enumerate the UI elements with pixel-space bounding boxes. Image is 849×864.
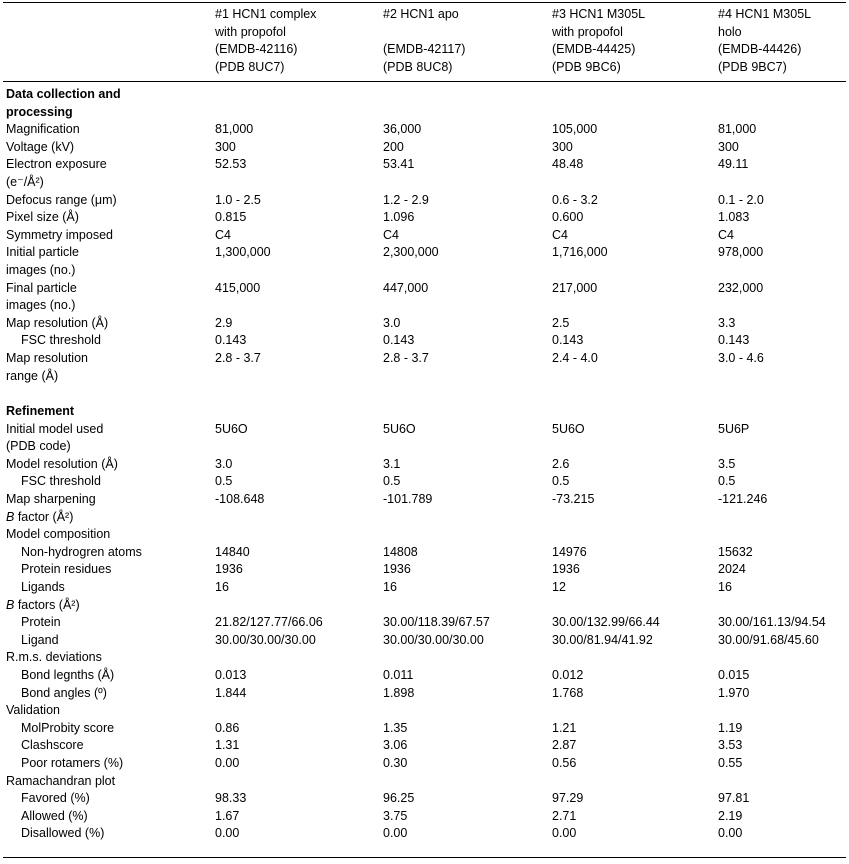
cell-col-4: 0.5	[718, 474, 736, 489]
table-bottom-rule	[3, 857, 846, 858]
header-line	[0, 41, 849, 59]
cell-col-4	[718, 526, 849, 544]
cell-col-1: C4	[215, 227, 231, 242]
cell-col-2: 0.5	[383, 474, 401, 489]
row-label-line: Allowed (%)	[21, 808, 88, 823]
cell-col-4: 0.015	[718, 668, 750, 682]
row-label-line: FSC threshold	[21, 474, 101, 489]
row-label-line: Magnification	[6, 122, 80, 137]
cell-col-1: -108.648	[215, 492, 265, 507]
header-corner	[0, 24, 215, 42]
header-line	[0, 59, 849, 77]
row-label	[0, 244, 215, 279]
cell-col-3: 5U6O	[552, 421, 585, 436]
cell-col-1	[215, 526, 383, 544]
row-label	[0, 614, 215, 632]
cell-col-1: 0.5	[215, 474, 233, 489]
cell-col-2: 3.1	[383, 456, 401, 471]
cell-col-1: 1.844	[215, 685, 247, 700]
table-top-rule	[3, 2, 846, 3]
row-label-line: Model resolution (Å)	[6, 456, 118, 471]
table-row	[0, 773, 849, 791]
table-row	[0, 315, 849, 333]
row-label	[0, 685, 215, 703]
cell-col-4: 1.19	[718, 720, 743, 735]
row-label-line: Bond angles (º)	[21, 685, 107, 700]
cell-col-1: 16	[215, 580, 229, 595]
cell-col-1	[215, 597, 383, 615]
cell-col-3: 105,000	[552, 122, 598, 137]
cell-col-1: 21.82/127.77/66.06	[215, 615, 323, 630]
cell-col-3: 1.21	[552, 720, 577, 735]
table-row	[0, 790, 849, 808]
cell-col-1: 1.31	[215, 738, 240, 753]
row-label-line: Clashscore	[21, 738, 84, 753]
cell-col-2: 1936	[383, 562, 411, 577]
column-header-2: (PDB 8UC8)	[383, 59, 453, 74]
cell-col-1	[215, 702, 383, 720]
row-label	[0, 456, 215, 474]
cell-col-3: 0.56	[552, 755, 577, 770]
column-header-3: (EMDB-44425)	[552, 42, 636, 57]
row-label-line: Data collection and	[6, 87, 121, 101]
cell-col-2: 0.143	[383, 333, 415, 348]
table-row	[0, 649, 849, 667]
cell-col-2: 30.00/30.00/30.00	[383, 632, 484, 647]
table-row	[0, 808, 849, 826]
table-row	[0, 825, 849, 843]
cell-col-4: 1.970	[718, 685, 750, 700]
cell-col-3: 300	[552, 139, 573, 154]
table-row	[0, 667, 849, 685]
row-label	[0, 773, 215, 791]
row-label	[0, 720, 215, 738]
cell-col-1: 300	[215, 139, 236, 154]
cell-col-1	[215, 649, 383, 667]
row-label	[0, 473, 215, 491]
column-header-4: #4 HCN1 M305L	[718, 7, 812, 21]
row-label-line: Voltage (kV)	[6, 139, 75, 154]
row-label-line: Bond legnths (Å)	[21, 668, 115, 682]
row-label	[0, 702, 215, 720]
row-label	[0, 825, 215, 843]
cell-col-3	[552, 597, 718, 615]
table-row	[0, 209, 849, 227]
row-label	[0, 544, 215, 562]
cell-col-2	[383, 702, 552, 720]
header-bottom-rule	[3, 81, 846, 82]
row-label-line: Initial particle	[6, 245, 79, 260]
cell-col-3: 2.71	[552, 808, 577, 823]
column-header-1: #1 HCN1 complex	[215, 7, 317, 21]
cell-col-2: 1.096	[383, 210, 415, 225]
table-row	[0, 156, 849, 191]
row-label	[0, 403, 849, 421]
table-row	[0, 526, 849, 544]
table-row	[0, 421, 849, 456]
row-label	[0, 597, 215, 615]
row-label	[0, 649, 215, 667]
cell-col-4	[718, 773, 849, 791]
cell-col-2: 1.2 - 2.9	[383, 192, 429, 207]
table-row	[0, 685, 849, 703]
cell-col-3: 0.012	[552, 668, 584, 682]
cell-col-3: 217,000	[552, 280, 598, 295]
cell-col-2	[383, 649, 552, 667]
cell-col-2: 0.30	[383, 755, 408, 770]
column-header-2: (EMDB-42117)	[383, 42, 466, 57]
column-header-1: (PDB 8UC7)	[215, 59, 285, 74]
cell-col-2: 36,000	[383, 122, 422, 137]
cell-col-2: 0.00	[383, 826, 408, 841]
cell-col-2: 200	[383, 139, 404, 154]
row-label	[0, 86, 849, 121]
cell-col-3: 2.87	[552, 738, 577, 753]
column-header-3: (PDB 9BC6)	[552, 59, 621, 74]
row-label-line: Non-hydrogren atoms	[21, 544, 142, 559]
row-label	[0, 579, 215, 597]
column-header-3: #3 HCN1 M305L	[552, 7, 646, 21]
row-label	[0, 156, 215, 191]
row-label	[0, 632, 215, 650]
cell-col-1: 5U6O	[215, 421, 248, 436]
cell-col-2: 447,000	[383, 280, 429, 295]
row-label-line: Protein	[21, 615, 61, 630]
cell-col-4: 97.81	[718, 791, 750, 806]
cell-col-3: 0.143	[552, 333, 584, 348]
cell-col-2: 3.06	[383, 738, 408, 753]
row-label-line: processing	[6, 104, 73, 119]
cell-col-4: 15632	[718, 544, 753, 559]
row-label-line: images (no.)	[6, 262, 76, 277]
row-label	[0, 280, 215, 315]
row-label-line: B factor (Å²)	[6, 509, 74, 524]
cell-col-2: 14808	[383, 544, 418, 559]
cell-col-4: 300	[718, 139, 739, 154]
cell-col-1: 0.00	[215, 755, 240, 770]
cell-col-4: 3.5	[718, 456, 736, 471]
column-header-4: (EMDB-44426)	[718, 42, 802, 57]
table-row	[0, 632, 849, 650]
row-label-line: Symmetry imposed	[6, 227, 113, 242]
table-row	[0, 544, 849, 562]
table-row	[0, 350, 849, 385]
cell-col-1: 3.0	[215, 456, 233, 471]
cell-col-1: 1936	[215, 562, 243, 577]
header-line	[0, 24, 849, 42]
cell-col-2: 3.0	[383, 315, 401, 330]
row-label	[0, 421, 215, 456]
cell-col-4: 0.00	[718, 826, 743, 841]
cell-col-4: 0.55	[718, 755, 743, 770]
table-row	[0, 737, 849, 755]
column-header-1: (EMDB-42116)	[215, 42, 298, 57]
table-row	[0, 491, 849, 526]
cell-col-4: 30.00/91.68/45.60	[718, 632, 819, 647]
row-label-line: MolProbity score	[21, 720, 115, 735]
table-row	[0, 280, 849, 315]
section-heading-row	[0, 86, 849, 121]
row-label	[0, 808, 215, 826]
row-label	[0, 227, 215, 245]
cell-col-3: 0.5	[552, 474, 570, 489]
cell-col-3: 0.6 - 3.2	[552, 192, 598, 207]
cell-col-2: 1.898	[383, 685, 415, 700]
cell-col-4: 3.0 - 4.6	[718, 350, 764, 365]
cell-col-1: 1,300,000	[215, 245, 271, 260]
cell-col-1: 2.8 - 3.7	[215, 350, 261, 365]
table-row	[0, 561, 849, 579]
header-corner	[0, 59, 215, 77]
row-label	[0, 209, 215, 227]
section-heading-row	[0, 403, 849, 421]
row-label-line: (e⁻/Å²)	[6, 174, 44, 189]
row-label	[0, 192, 215, 210]
row-label-line: (PDB code)	[6, 439, 71, 454]
cell-col-1: 1.67	[215, 808, 240, 823]
cell-col-1: 0.815	[215, 210, 247, 225]
cell-col-2: 2,300,000	[383, 245, 439, 260]
cell-col-1: 30.00/30.00/30.00	[215, 632, 316, 647]
cell-col-3: 14976	[552, 544, 587, 559]
cell-col-3	[552, 526, 718, 544]
cell-col-1: 81,000	[215, 122, 254, 137]
cell-col-4: 978,000	[718, 245, 764, 260]
spacer-cell	[0, 385, 849, 403]
row-label-line: Map resolution	[6, 350, 88, 365]
cell-col-4: 16	[718, 580, 732, 595]
section-spacer	[0, 385, 849, 403]
row-label	[0, 667, 215, 685]
row-label	[0, 790, 215, 808]
cell-col-4	[718, 702, 849, 720]
cell-col-2: C4	[383, 227, 399, 242]
cell-col-3	[552, 702, 718, 720]
column-header-3: with propofol	[552, 24, 623, 39]
cell-col-4: 81,000	[718, 122, 757, 137]
cell-col-1: 52.53	[215, 157, 247, 172]
cell-col-2: 0.011	[383, 668, 414, 682]
table-row	[0, 139, 849, 157]
table-row	[0, 121, 849, 139]
data-table	[0, 86, 849, 843]
table-row	[0, 579, 849, 597]
row-label-line: Protein residues	[21, 562, 112, 577]
table-row	[0, 456, 849, 474]
row-label-line: Initial model used	[6, 421, 104, 436]
cell-col-4: 3.3	[718, 315, 736, 330]
cell-col-4: 232,000	[718, 280, 764, 295]
cell-col-3	[552, 773, 718, 791]
header-line	[0, 6, 849, 24]
row-label	[0, 491, 215, 526]
cell-col-1: 14840	[215, 544, 250, 559]
cell-col-4: C4	[718, 227, 734, 242]
row-label	[0, 139, 215, 157]
cell-col-3: 1,716,000	[552, 245, 608, 260]
row-label	[0, 737, 215, 755]
table-row	[0, 473, 849, 491]
cell-col-4: 2024	[718, 562, 746, 577]
row-label-line: Favored (%)	[21, 791, 90, 806]
cell-col-2	[383, 597, 552, 615]
cell-col-1: 98.33	[215, 791, 247, 806]
table-row	[0, 720, 849, 738]
cell-col-3: 30.00/81.94/41.92	[552, 632, 653, 647]
column-header-4: holo	[718, 24, 742, 39]
row-label-line: Validation	[6, 703, 60, 718]
row-label-line: Map resolution (Å)	[6, 315, 109, 330]
cell-col-2	[383, 773, 552, 791]
row-label-line: Model composition	[6, 527, 111, 542]
row-label-line: Defocus range (μm)	[6, 192, 117, 207]
cell-col-1: 0.013	[215, 668, 247, 682]
row-label	[0, 526, 215, 544]
cell-col-3: 0.600	[552, 210, 584, 225]
cell-col-3	[552, 649, 718, 667]
cell-col-4	[718, 649, 849, 667]
row-label-line: Pixel size (Å)	[6, 210, 79, 225]
table-row	[0, 755, 849, 773]
cell-col-4: -121.246	[718, 492, 768, 507]
column-header-2: #2 HCN1 apo	[383, 7, 459, 21]
column-header-4: (PDB 9BC7)	[718, 59, 787, 74]
table-row	[0, 614, 849, 632]
cell-col-2: 1.35	[383, 720, 408, 735]
row-label	[0, 350, 215, 385]
row-label-line: Refinement	[6, 404, 75, 419]
cell-col-4: 0.1 - 2.0	[718, 192, 764, 207]
cell-col-3: 2.5	[552, 315, 570, 330]
cell-col-4: 1.083	[718, 210, 750, 225]
cell-col-3: 97.29	[552, 791, 584, 806]
cell-col-1: 2.9	[215, 315, 233, 330]
header-corner	[0, 41, 215, 59]
table-row	[0, 227, 849, 245]
cell-col-2: 96.25	[383, 791, 415, 806]
cell-col-2: 2.8 - 3.7	[383, 350, 429, 365]
row-label	[0, 332, 215, 350]
cell-col-3: 48.48	[552, 157, 584, 172]
cell-col-2: 16	[383, 580, 397, 595]
row-label-line: Disallowed (%)	[21, 826, 105, 841]
row-label-line: Ligand	[21, 632, 59, 647]
row-label-line: B factors (Å²)	[6, 597, 80, 612]
table-row	[0, 244, 849, 279]
cell-col-1: 0.143	[215, 333, 247, 348]
row-label-line: images (no.)	[6, 298, 76, 313]
cell-col-2: 5U6O	[383, 421, 416, 436]
row-label-line: R.m.s. deviations	[6, 650, 102, 665]
row-label-line: FSC threshold	[21, 333, 101, 348]
table-row	[0, 702, 849, 720]
cell-col-2: 3.75	[383, 808, 408, 823]
column-header-2	[383, 24, 552, 42]
row-label	[0, 315, 215, 333]
cell-col-3: 2.4 - 4.0	[552, 350, 598, 365]
cell-col-3: -73.215	[552, 492, 595, 507]
cell-col-4	[718, 597, 849, 615]
cell-col-1: 415,000	[215, 280, 261, 295]
row-label	[0, 121, 215, 139]
row-label-line: range (Å)	[6, 368, 59, 383]
cell-col-3: 1936	[552, 562, 580, 577]
cell-col-2: -101.789	[383, 492, 433, 507]
table-row	[0, 332, 849, 350]
cell-col-1: 0.86	[215, 720, 240, 735]
cell-col-3: 2.6	[552, 456, 570, 471]
table-row	[0, 597, 849, 615]
cell-col-4: 49.11	[718, 157, 749, 172]
cell-col-3: C4	[552, 227, 568, 242]
row-label-line: Ramachandran plot	[6, 773, 116, 788]
cell-col-1: 0.00	[215, 826, 240, 841]
row-label-line: Electron exposure	[6, 157, 107, 172]
cell-col-3: 0.00	[552, 826, 577, 841]
cell-col-1: 1.0 - 2.5	[215, 192, 261, 207]
table-row	[0, 192, 849, 210]
cell-col-2	[383, 526, 552, 544]
row-label-line: Poor rotamers (%)	[21, 755, 124, 770]
row-label-line: Ligands	[21, 580, 65, 595]
cell-col-1	[215, 773, 383, 791]
cell-col-4: 30.00/161.13/94.54	[718, 615, 826, 630]
row-label-line: Map sharpening	[6, 492, 96, 507]
row-label	[0, 755, 215, 773]
cell-col-2: 53.41	[383, 157, 415, 172]
cell-col-4: 0.143	[718, 333, 750, 348]
column-header-table	[0, 6, 849, 76]
cell-col-4: 5U6P	[718, 421, 750, 436]
column-header-1: with propofol	[215, 24, 286, 39]
row-label	[0, 561, 215, 579]
cell-col-4: 3.53	[718, 738, 743, 753]
row-label-line: Final particle	[6, 280, 77, 295]
cell-col-3: 12	[552, 580, 566, 595]
cell-col-3: 30.00/132.99/66.44	[552, 615, 660, 630]
header-corner	[0, 6, 215, 24]
cell-col-3: 1.768	[552, 685, 584, 700]
cell-col-2: 30.00/118.39/67.57	[383, 615, 490, 630]
cell-col-4: 2.19	[718, 808, 743, 823]
